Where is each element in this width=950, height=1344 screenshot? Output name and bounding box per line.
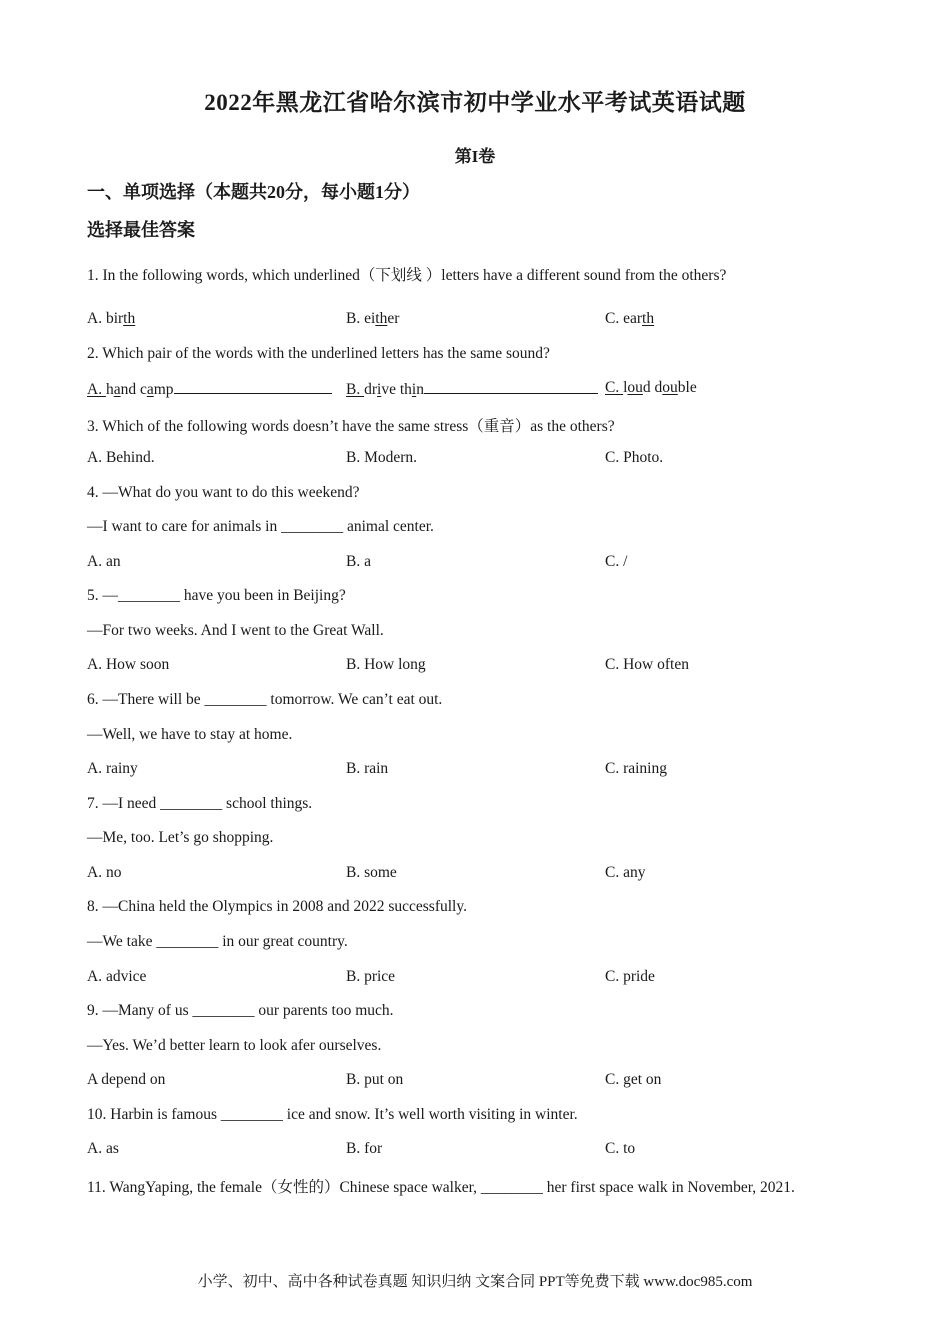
question-1-options [0, 310, 950, 332]
option-a: A. How soon [87, 656, 170, 673]
option-c: C. pride [605, 968, 655, 985]
question-3-stem: 3. Which of the following words doesn’t have the same stress（重音）as the others? [87, 418, 615, 435]
question-3-options [0, 449, 950, 471]
option-c: C. earth [605, 310, 655, 327]
option-a: A. rainy [87, 760, 138, 777]
question-11-stem: 11. WangYaping, the female（女性的）Chinese space walker, ________ her first space walk in November, 2021. [87, 1179, 795, 1196]
question-5-line-1: 5. —________ have you been in Beijing? [87, 587, 346, 604]
option-c: C. to [605, 1140, 636, 1157]
question-5-options [0, 656, 950, 678]
option-b: B. put on [346, 1071, 404, 1088]
question-2-stem: 2. Which pair of the words with the underlined letters has the same sound? [87, 345, 550, 362]
page-footer: 小学、初中、高中各种试卷真题 知识归纳 文案合同 PPT等免费下载 www.doc985.com [197, 1274, 753, 1290]
option-c: C. raining [605, 760, 667, 777]
option-a: A depend on [87, 1071, 166, 1088]
option-b: B. a [346, 553, 371, 570]
option-b: B. Modern. [346, 449, 418, 466]
option-b: B. either [346, 310, 400, 327]
question-9-line-2: —Yes. We’d better learn to look afer ourselves. [87, 1037, 382, 1054]
option-a: A. no [87, 864, 122, 881]
option-a: A. as [87, 1140, 119, 1157]
option-b: B. How long [346, 656, 426, 673]
option-b: B. price [346, 968, 396, 985]
question-4-line-2: —I want to care for animals in ________ animal center. [87, 518, 434, 535]
question-4-options [0, 553, 950, 575]
option-b: B. some [346, 864, 397, 881]
question-5-line-2: —For two weeks. And I went to the Great Wall. [87, 622, 384, 639]
option-c: C. How often [605, 656, 689, 673]
question-1-stem: 1. In the following words, which underlined（下划线 ）letters have a different sound from the others? [87, 267, 727, 284]
section-heading: 一、单项选择（本题共20分，每小题1分） [87, 182, 420, 202]
question-2-options [0, 379, 950, 401]
option-c: C. Photo. [605, 449, 664, 466]
page-subtitle: 第I卷 [454, 147, 496, 166]
question-10-stem: 10. Harbin is famous ________ ice and snow. It’s well worth visiting in winter. [87, 1106, 578, 1123]
option-a: A. birth [87, 310, 136, 327]
option-c: C. get on [605, 1071, 662, 1088]
question-4-line-1: 4. —What do you want to do this weekend? [87, 484, 360, 501]
question-7-options [0, 864, 950, 886]
section-subheading: 选择最佳答案 [87, 220, 195, 240]
question-8-line-2: —We take ________ in our great country. [87, 933, 348, 950]
question-6-line-1: 6. —There will be ________ tomorrow. We can’t eat out. [87, 691, 443, 708]
option-b: B. drive thin [346, 379, 598, 399]
underline-rule [174, 379, 332, 394]
question-8-options [0, 968, 950, 990]
question-7-line-2: —Me, too. Let’s go shopping. [87, 829, 274, 846]
page-title: 2022年黑龙江省哈尔滨市初中学业水平考试英语试题 [204, 90, 746, 115]
option-c: C. / [605, 553, 628, 570]
option-b: B. for [346, 1140, 383, 1157]
option-b: B. rain [346, 760, 389, 777]
question-7-line-1: 7. —I need ________ school things. [87, 795, 313, 812]
option-a: A. hand camp [87, 379, 332, 399]
option-c: C. any [605, 864, 646, 881]
underline-rule [424, 379, 598, 394]
option-a: A. Behind. [87, 449, 155, 466]
question-6-line-2: —Well, we have to stay at home. [87, 726, 293, 743]
option-a: A. an [87, 553, 121, 570]
question-9-line-1: 9. —Many of us ________ our parents too much. [87, 1002, 394, 1019]
option-a: A. advice [87, 968, 147, 985]
question-10-options [0, 1140, 950, 1162]
question-9-options [0, 1071, 950, 1093]
question-6-options [0, 760, 950, 782]
option-c: C. loud double [605, 379, 697, 396]
question-8-line-1: 8. —China held the Olympics in 2008 and 2022 successfully. [87, 898, 467, 915]
